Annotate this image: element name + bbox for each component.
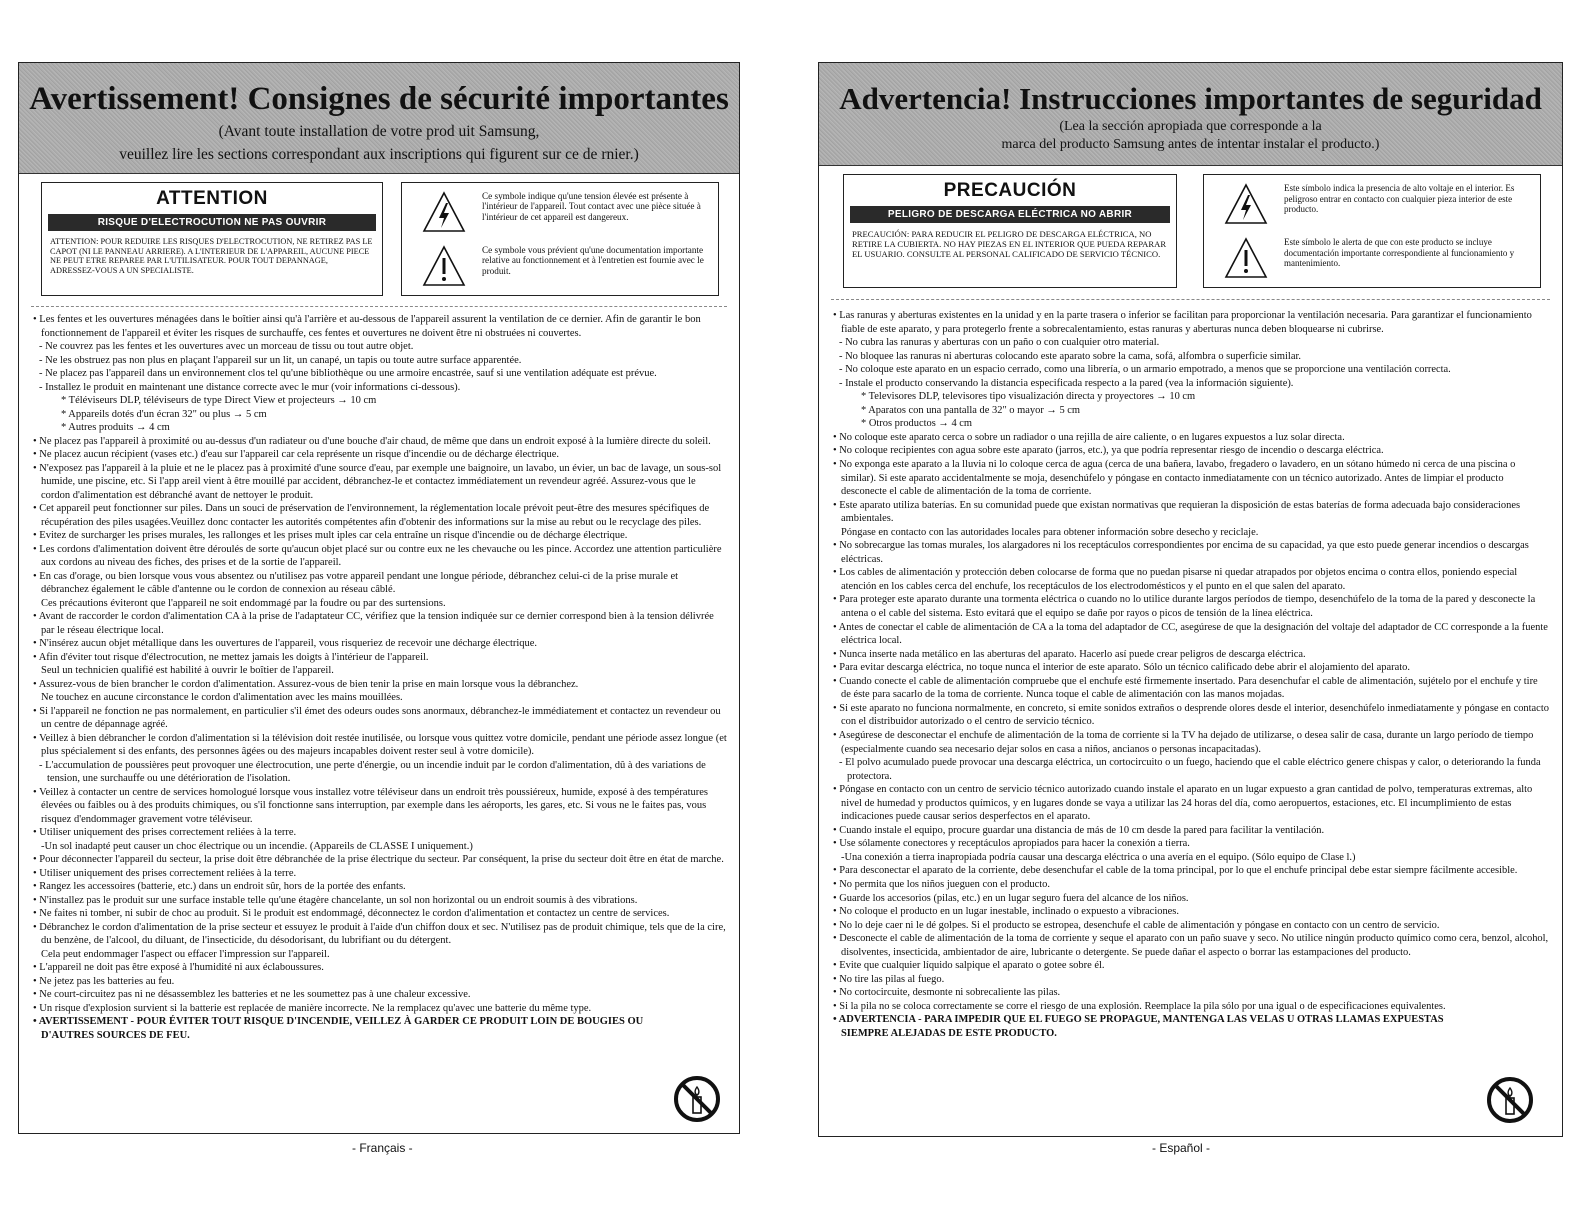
instruction-item: • Si l'appareil ne fonction ne pas normalement, en particulier s'il émet des odeurs oudes sons anormaux, débranchez-le immédiatement et contactez un revendeur ou un centre de dépannage agréé. — [33, 705, 721, 730]
divider — [831, 299, 1550, 300]
exclamation-triangle-icon — [1224, 237, 1268, 279]
footer-spanish: - Español - — [1152, 1141, 1211, 1155]
instruction-item: * Autres produits → 4 cm — [61, 422, 170, 433]
banner-spanish — [819, 63, 1562, 166]
page-spanish — [818, 62, 1563, 1137]
caution-text: ATTENTION: POUR REDUIRE LES RISQUES D'ELECTROCUTION, NE RETIREZ PAS LE CAPOT (NI LE PANNEAU ARRIERE). A L'INTERIEUR DE L'APPAREIL, AUCUNE PIECE NE PEUT ETRE REPAREE PAR L'UTILISATEUR. POUR TOUT DEPANNAGE, ADRESSEZ-VOUS A UN SPECIALISTE. — [50, 237, 373, 275]
caution-box — [41, 182, 383, 296]
instruction-item: • Antes de conectar el cable de alimentación de CA a la toma del adaptador de CC, asegúrese de que la designación del voltaje del adaptador de CC corresponde a la fuente eléctrica local. — [833, 621, 1548, 647]
instruction-item: • Afin d'éviter tout risque d'électrocution, ne mettez jamais les doigts à l'intérieur de l'appareil. — [33, 651, 429, 663]
lightning-triangle-icon — [1224, 183, 1268, 225]
banner-subtitle-1: (Lea la sección apropiada que corresponde a la — [1059, 119, 1322, 134]
exclamation-triangle-icon — [422, 245, 466, 287]
instruction-item: • Póngase en contacto con un centro de servicio técnico autorizado cuando instale el aparato en un lugar expuesto a gran cantidad de polvo, temperaturas extremas, alto nivel de humedad y productos químicos, y en lugares donde se vaya a utilizar las 24 horas del día, como aeropuertos, estaciones, etc. El incumplimiento de estas indicaciones puede causar serios desperfectos en el aparato. — [833, 784, 1533, 823]
page-french — [18, 62, 740, 1134]
instruction-item: • No tire las pilas al fuego. — [833, 973, 945, 985]
symbol-text-voltage: Ce symbole indique qu'une tension élevée est présente à l'intérieur de l'appareil. Tout contact avec une pièce située à l'intérieur de cet appareil est dangereux. — [482, 191, 701, 222]
instruction-item: • Débranchez le cordon d'alimentation de la prise secteur et essuyez le produit à l'aide d'un chiffon doux et sec. N'utilisez pas de produit chimique, tels que de la cire, du benzène, de l'alcool, du diluant, de l'insecticide, du désodorisant, du lubrifiant ou du détergent. — [33, 921, 726, 946]
instruction-item: - L'accumulation de poussières peut provoquer une électrocution, une perte d'énergie, ou un incendie induit par le cordon d'alimentation, dû à des variations de tension, une surchauffe ou une détérioration de l'isolation. — [39, 759, 706, 784]
instruction-item: • Cuando instale el equipo, procure guardar una distancia de más de 10 cm desde la pared para facilitar la ventilación. — [833, 824, 1325, 836]
instruction-item: • No permita que los niños jueguen con el producto. — [833, 878, 1050, 890]
caution-bar: RISQUE D'ELECTROCUTION NE PAS OUVRIR — [48, 214, 376, 231]
instruction-item: • N'insérez aucun objet métallique dans les ouvertures de l'appareil, vous risqueriez de recevoir une décharge électrique. — [33, 638, 538, 649]
instruction-item: -Una conexión a tierra inapropiada podría causar una descarga eléctrica o una avería en el equipo. (Sólo equipo de Clase l.) — [841, 851, 1356, 863]
caution-box — [843, 174, 1177, 288]
instruction-item: - El polvo acumulado puede provocar una descarga eléctrica, un cortocircuito o un fuego, haciendo que el cable eléctrico genere chispas y calor, o deteriorando la funda protectora. — [839, 757, 1541, 782]
symbol-box — [1203, 174, 1541, 288]
banner-subtitle-2: marca del producto Samsung antes de intentar instalar el producto.) — [1001, 137, 1380, 152]
instruction-item: • Utiliser uniquement des prises correctement reliées à la terre. — [33, 867, 297, 879]
instruction-item: -Un sol inadapté peut causer un choc électrique ou un incendie. (Appareils de CLASSE I uniquement.) — [41, 840, 473, 852]
symbol-row-documentation — [402, 241, 718, 293]
instruction-item: - Ne les obstruez pas non plus en plaçant l'appareil sur un lit, un canapé, un tapis ou toute autre surface apparentée. — [39, 354, 522, 366]
instruction-item: • Para evitar descarga eléctrica, no toque nunca el interior de este aparato. Sólo un técnico calificado debe abrir el alojamiento del aparato. — [833, 662, 1410, 674]
instruction-item: • Avant de raccorder le cordon d'alimentation CA à la prise de l'adaptateur CC, vérifiez que la tension indiquée sur ce dernier correspond bien à la tension délivrée par le réseau électrique local. — [33, 611, 714, 636]
instruction-item: • Utiliser uniquement des prises correctement reliées à la terre. — [33, 827, 297, 838]
instruction-item: • Rangez les accessoires (batterie, etc.) dans un endroit sûr, hors de la portée des enfants. — [33, 881, 406, 892]
instruction-item: • Cet appareil peut fonctionner sur piles. Dans un souci de préservation de l'environnement, la réglementation locale prévoit peut-être des mesures spécifiques de récupération des piles usagées.Veuillez donc contacter les autorités compétentes afin d'obtenir des informations sur la mise au rebut ou le recyclage des piles. — [33, 503, 710, 528]
instruction-item: • Les fentes et les ouvertures ménagées dans le boîtier ainsi qu'à l'arrière et au-dessous de l'appareil assurent la ventilation de ce dernier. Afin de garantir le bon fonctionnement de l'appareil et éviter les risques de surchauffe, ces fentes et ouvertures ne doivent être ni obstruées ni couvertes. — [33, 314, 701, 339]
symbol-text-documentation: Ce symbole vous prévient qu'une documentation importante relative au fonctionnement et à l'entretien est fournie avec le produit. — [482, 245, 704, 276]
instruction-item: - No cubra las ranuras y aberturas con un paño o con cualquier otro material. — [839, 337, 1160, 349]
instruction-item: Seul un technicien qualifié est habilité à ouvrir le boîtier de l'appareil. — [41, 665, 334, 676]
instruction-item: • No coloque recipientes con agua sobre este aparato (jarros, etc.), ya que podría representar riesgo de incendio o descarga eléctrica. — [833, 445, 1384, 457]
caution-bar: PELIGRO DE DESCARGA ELÉCTRICA NO ABRIR — [850, 206, 1170, 223]
instruction-item: - No coloque este aparato en un espacio cerrado, como una librería, o un armario empotrado, a menos que se proporcione una ventilación correcta. — [839, 364, 1451, 376]
instruction-item: • Ne faites ni tomber, ni subir de choc au produit. Si le produit est endommagé, déconnectez le cordon d'alimentation et contactez un centre de services. — [33, 908, 670, 919]
instruction-item: * Otros productos → 4 cm — [861, 418, 973, 430]
instruction-item: • Ne court-circuitez pas ni ne désassemblez les batteries et ne les soumettez pas à une chaleur excessive. — [33, 989, 471, 1000]
footer-french: - Français - — [352, 1141, 413, 1155]
symbol-row-documentation — [1204, 233, 1540, 285]
instruction-item: • Veillez à bien débrancher le cordon d'alimentation si la télévision doit restée inutilisée, ou lorsque vous quittez votre domicile, pendant une période assez longue (et plus spécialement si des enfants, des personnes âgées ou des majeurs incapables doivent rester seul à votre domicile). — [33, 732, 727, 757]
instruction-item: • Ne placez pas l'appareil à proximité ou au-dessus d'un radiateur ou d'une bouche d'air chaud, de même que dans un endroit exposé à la lumière directe du soleil. — [33, 435, 711, 447]
instruction-item: • Si este aparato no funciona normalmente, en concreto, si emite sonidos extraños o desprende olores desde el interior, desenchúfelo inmediatamente y póngase en contacto con el distribuidor autorizado o el centro de servicio técnico. — [833, 702, 1549, 728]
instruction-item: * Appareils dotés d'un écran 32" ou plus → 5 cm — [61, 408, 267, 420]
instruction-item: * Téléviseurs DLP, téléviseurs de type Direct View et projecteurs → 10 cm — [61, 395, 377, 406]
instruction-item: • Evitez de surcharger les prises murales, les rallonges et les prises mult iples car cela entraîne un risque d'incendie ou de décharge électrique. — [33, 530, 628, 541]
instruction-item: • Nunca inserte nada metálico en las aberturas del aparato. Hacerlo así puede crear peligros de descarga eléctrica. — [833, 648, 1306, 660]
instruction-item: • Pour déconnecter l'appareil du secteur, la prise doit être débranchée de la prise électrique du secteur. Par conséquent, la prise du secteur doit être en état de marche. — [33, 854, 724, 865]
instruction-item: • Los cables de alimentación y protección deben colocarse de forma que no puedan pisarse ni quedar atrapados por objetos encima o contra ellos, poniendo especial atención en los cables cerca del enchufe, los receptáculos de los electrodomésticos y el punto en el que salen del aparato. — [833, 567, 1518, 592]
instruction-item: • Las ranuras y aberturas existentes en la unidad y en la parte trasera o inferior se facilitan para proporcionar la ventilación necesaria. Para garantizar el funcionamiento fiable de este aparato, y para protegerlo frente a sobrecalentamiento, estas ranuras y aberturas nunca deben bloquearse ni cubrirse. — [833, 310, 1532, 335]
symbol-row-voltage — [402, 187, 718, 239]
instruction-item: * Aparatos con una pantalla de 32" o mayor → 5 cm — [861, 404, 1081, 416]
fire-warning: • AVERTISSEMENT - POUR ÉVITER TOUT RISQUE D'INCENDIE, VEILLEZ À GARDER CE PRODUIT LOIN DE BOUGIES OU D'AUTRES SOURCES DE FEU. — [33, 1016, 644, 1041]
instruction-item: • Ne jetez pas les batteries au feu. — [33, 975, 175, 987]
fire-warning: • ADVERTENCIA - PARA IMPEDIR QUE EL FUEGO SE PROPAGUE, MANTENGA LAS VELAS U OTRAS LLAMAS EXPUESTAS SIEMPRE ALEJADAS DE ESTE PRODUCTO. — [833, 1014, 1444, 1039]
instruction-item: * Televisores DLP, televisores tipo visualización directa y proyectores → 10 cm — [861, 391, 1196, 403]
instruction-item: • Guarde los accesorios (pilas, etc.) en un lugar seguro fuera del alcance de los niños. — [833, 892, 1189, 904]
instruction-item: • Evite que cualquier líquido salpique el aparato o gotee sobre él. — [833, 960, 1105, 972]
instruction-item: • Para desconectar el aparato de la corriente, debe desenchufar el cable de la toma principal, por lo que el enchufe principal debe estar siempre fácilmente accesible. — [833, 865, 1518, 877]
safety-instructions-spanish — [831, 309, 1550, 1041]
instruction-item: • No cortocircuite, desmonte ni sobrecaliente las pilas. — [833, 987, 1061, 999]
instruction-item: Cela peut endommager l'aspect ou effacer l'impression sur l'appareil. — [41, 948, 330, 960]
instruction-item: • Para proteger este aparato durante una tormenta eléctrica o cuando no lo utilice durante largos períodos de tiempo, desenchúfelo de la toma de la pared y desconecte la antena o el cable del sistema. Esto evitará que el equipo se dañe por rayos o picos de tensión de la línea eléctrica. — [833, 594, 1536, 620]
instruction-item: Póngase en contacto con las autoridades locales para obtener información sobre desecho y reciclaje. — [841, 526, 1259, 538]
instruction-item: • Asegúrese de desconectar el enchufe de alimentación de la toma de corriente si la TV ha dejado de utilizarse, o desea salir de casa, durante un largo período de tiempo (especialmente cuando sea necesario dejar solos en casa a niños, ancianos o personas incapacitadas). — [833, 729, 1534, 755]
caution-title: PRECAUCIÓN — [943, 180, 1077, 201]
instruction-item: • No sobrecargue las tomas murales, los alargadores ni los receptáculos correspondientes por encima de su capacidad, ya que esto puede generar incendios o descargas eléctricas. — [833, 540, 1529, 565]
instruction-item: • Les cordons d'alimentation doivent être déroulés de sorte qu'aucun objet placé sur ou contre eux ne les chevauche ou les pince. Accordez une attention particulière aux cordons au niveau des fiches, des prises et de la sortie de l'appareil. — [33, 543, 722, 568]
instruction-item: Ne touchez en aucune circonstance le cordon d'alimentation avec les mains mouillées. — [41, 692, 403, 703]
instruction-item: • Assurez-vous de bien brancher le cordon d'alimentation. Assurez-vous de bien tenir la prise en main lorsque vous la débranchez. — [33, 678, 579, 690]
instruction-item: • Un risque d'explosion survient si la batterie est replacée de manière incorrecte. Ne la remplacez qu'avec une batterie du même type. — [33, 1002, 592, 1014]
instruction-item: • Desconecte el cable de alimentación de la toma de corriente y seque el aparato con un paño suave y seco. No utilice ningún producto químico como cera, benzol, alcohol, disolventes, insecticida, ambientador de aire, lubricante o detergente. Se puede dañar el aspecto o borrar las estampaciones del producto. — [833, 933, 1549, 958]
instruction-item: - No bloquee las ranuras ni aberturas colocando este aparato sobre la cama, sofá, alfombra o superficie similar. — [839, 350, 1301, 362]
symbol-text-voltage: Este símbolo indica la presencia de alto voltaje en el interior. Es peligroso entrar en contacto con cualquier pieza interior de este producto. — [1284, 183, 1515, 215]
instruction-item: • N'exposez pas l'appareil à la pluie et ne le placez pas à proximité d'une source d'eau, par exemple une baignoire, un lavabo, un évier, un bac de lavage, un sous-sol humide, une piscine, etc. Si l'app areil vient à être mouillé par accident, débranchez-le et contactez immédiatement un revendeur agréé. Assurez-vous que le cordon d'alimentation est débranché avant de nettoyer le produit. — [33, 462, 722, 501]
page-title: Avertissement! Consignes de sécurité importantes — [29, 81, 729, 117]
instruction-item: Ces précautions éviteront que l'appareil ne soit endommagé par la foudre ou par des surtensions. — [41, 597, 446, 609]
instruction-item: - Instale el producto conservando la distancia especificada respecto a la pared (vea la información siguiente). — [839, 377, 1294, 389]
symbol-row-voltage — [1204, 179, 1540, 231]
instruction-item: • N'installez pas le produit sur une surface instable telle qu'une étagère chancelante, un sol non horizontal ou un endroit soumis à des vibrations. — [33, 894, 638, 906]
banner-subtitle-2: veuillez lire les sections correspondant aux inscriptions qui figurent sur ce de rnier.) — [119, 146, 639, 163]
symbol-box — [401, 182, 719, 296]
instruction-item: • En cas d'orage, ou bien lorsque vous vous absentez ou n'utilisez pas votre appareil pendant une longue période, débranchez celui-ci de la prise murale et débranchez également le câble d'antenne ou le cordon de connexion au réseau câblé. — [33, 570, 679, 595]
divider — [31, 306, 727, 307]
no-candle-icon — [673, 1075, 721, 1123]
instruction-item: • Si la pila no se coloca correctamente se corre el riesgo de una explosión. Reemplace la pila sólo por una igual o de especificaciones equivalentes. — [833, 1000, 1446, 1012]
instruction-item: - Installez le produit en maintenant une distance correcte avec le mur (voir informations ci-dessous). — [39, 381, 461, 393]
caution-title: ATTENTION — [156, 188, 268, 209]
page-title: Advertencia! Instrucciones importantes de seguridad — [839, 81, 1542, 116]
lightning-triangle-icon — [422, 191, 466, 233]
instruction-item: - Ne placez pas l'appareil dans un environnement clos tel qu'une bibliothèque ou une armoire encastrée, sauf si une ventilation adéquate est prévue. — [39, 368, 657, 379]
instruction-item: - Ne couvrez pas les fentes et les ouvertures avec un morceau de tissu ou tout autre objet. — [39, 341, 414, 352]
instruction-item: • No exponga este aparato a la lluvia ni lo coloque cerca de agua (cerca de una bañera, lavabo, fregadero o lavadero, en un sótano húmedo ni cerca de una piscina o similar). Si este aparato accidentalmente se moja, desenchúfelo y póngase en contacto inmediatamente con un técnico autorizado. Antes de limpiar el producto desconecte el cable de alimentación de la toma de corriente. — [833, 459, 1516, 498]
instruction-item: • No coloque este aparato cerca o sobre un radiador o una rejilla de aire caliente, o en lugares expuestos a luz solar directa. — [833, 431, 1345, 443]
caution-text: PRECAUCIÓN: PARA REDUCIR EL PELIGRO DE DESCARGA ELÉCTRICA, NO RETIRE LA CUBIERTA. NO HAY PIEZAS EN EL INTERIOR QUE PUEDA REPARAR EL USUARIO. CONSULTE AL PERSONAL CALIFICADO DE SERVICIO TÉCNICO. — [852, 229, 1167, 259]
warning-row — [19, 174, 739, 304]
warning-row — [819, 166, 1562, 294]
instruction-item: • Use sólamente conectores y receptáculos apropiados para hacer la conexión a tierra. — [833, 838, 1190, 850]
instruction-item: • No lo deje caer ni le dé golpes. Si el producto se estropea, desenchufe el cable de alimentación y póngase en contacto con un centro de servicio. — [833, 919, 1440, 931]
instruction-item: • Cuando conecte el cable de alimentación compruebe que el enchufe esté firmemente insertado. Para desenchufar el cable de alimentación, sujételo por el enchufe y tire de éste para sacarlo de la toma de corriente. Nunca toque el cable de alimentación con las manos mojadas. — [833, 675, 1538, 701]
instruction-item: • Veillez à contacter un centre de services homologué lorsque vous installez votre téléviseur dans un endroit très poussiéreux, humide, exposé à des températures élevées ou faibles ou à des produits chimiques, ou s'il fonctionne sans interruption, par exemple dans les aéroports, les gares, etc. Si vous ne le faites pas, vous risquez d'endommager gravement votre téléviseur. — [33, 786, 708, 825]
instruction-item: • Ne placez aucun récipient (vases etc.) d'eau sur l'appareil car cela représente un risque d'incendie ou de décharge électrique. — [33, 449, 560, 460]
banner-french — [19, 63, 739, 174]
safety-instructions-french — [31, 313, 727, 1042]
no-candle-icon — [1486, 1076, 1534, 1124]
instruction-item: • No coloque el producto en un lugar inestable, inclinado o expuesto a vibraciones. — [833, 906, 1179, 918]
instruction-item: • Este aparato utiliza baterías. En su comunidad puede que existan normativas que requieran la disposición de estas baterías de forma adecuada bajo consideraciones ambientales. — [833, 499, 1521, 525]
symbol-text-documentation: Este símbolo le alerta de que con este producto se incluye documentación importante correspondiente al funcionamiento y mantenimiento. — [1284, 237, 1515, 269]
banner-subtitle-1: (Avant toute installation de votre prod uit Samsung, — [218, 123, 540, 140]
instruction-item: • L'appareil ne doit pas être exposé à l'humidité ni aux éclaboussures. — [33, 962, 324, 973]
